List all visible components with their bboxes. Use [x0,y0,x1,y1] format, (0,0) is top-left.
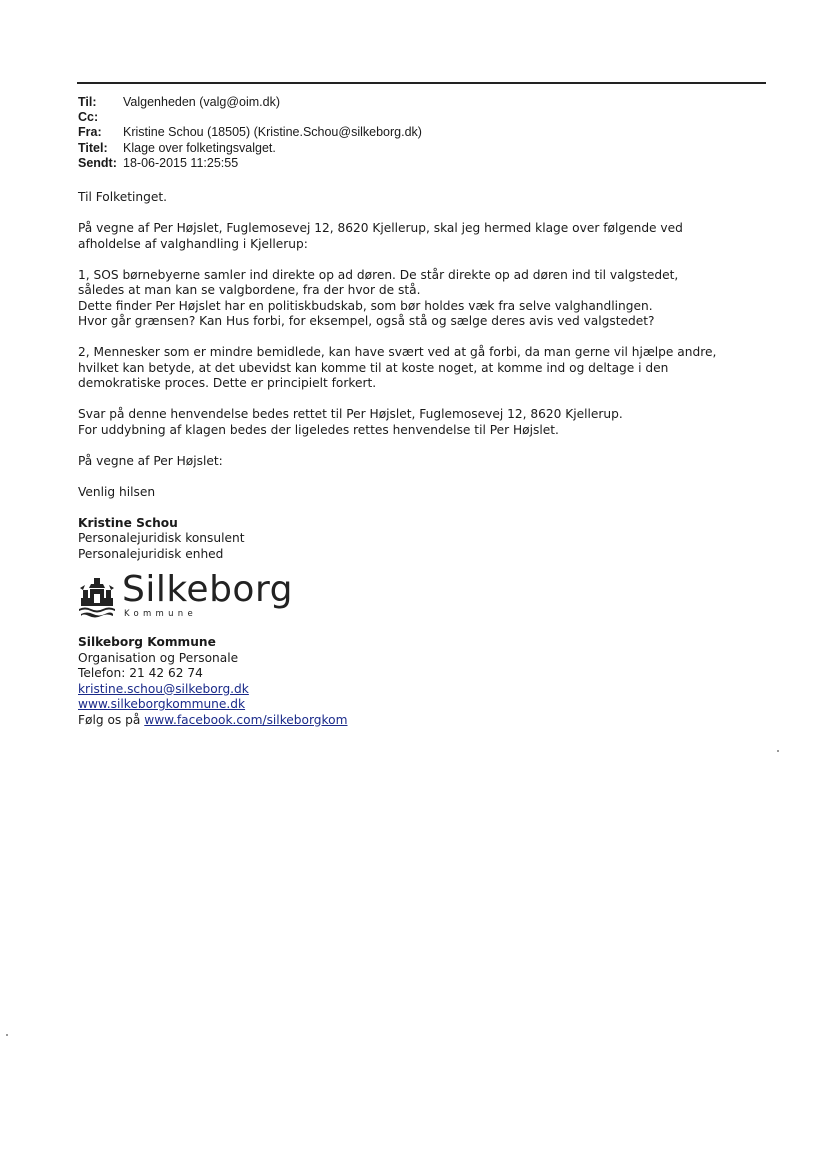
header-value: Klage over folketingsvalget. [123,140,276,155]
header-row-from [78,125,422,140]
email-link[interactable]: kristine.schou@silkeborg.dk [78,681,249,696]
body-line: 1, SOS børnebyerne samler ind direkte op ad døren. De står direkte op ad døren ind til valgstedet, [78,267,679,282]
header-value: 18-06-2015 11:25:55 [123,155,239,170]
paragraph-point-1 [78,268,768,330]
email-body [78,190,768,578]
paragraph-point-2 [78,345,768,392]
header-row-to [78,95,422,110]
facebook-link[interactable]: www.facebook.com/silkeborgkom [144,712,348,727]
body-line: Dette finder Per Højslet har en politiskbudskab, som bør holdes væk fra selve valghandlingen. [78,298,653,313]
signature-title: Personalejuridisk konsulent [78,531,245,545]
header-row-sent [78,156,422,171]
signature-unit: Personalejuridisk enhed [78,546,224,561]
header-label: Sendt: [78,155,117,170]
header-label: Titel: [78,140,108,155]
on-behalf-line: På vegne af Per Højslet: [78,453,223,468]
crest-icon [77,576,117,620]
body-line: demokratiske proces. Dette er principielt forkert. [78,376,377,390]
body-line: således at man kan se valgbordene, fra der hvor de stå. [78,283,421,297]
body-line: afholdelse af valghandling i Kjellerup: [78,236,308,251]
header-value: Kristine Schou (18505) (Kristine.Schou@silkeborg.dk) [123,125,422,140]
paragraph-intro [78,221,768,252]
department: Organisation og Personale [78,650,239,665]
phone: Telefon: 21 42 62 74 [78,666,203,680]
closing: Venlig hilsen [78,484,156,499]
logo-wordmark: Silkeborg [122,569,293,610]
header-label: Til: [78,95,97,109]
body-line: For uddybning af klagen bedes der ligeledes rettes henvendelse til Per Højslet. [78,422,559,437]
body-line: 2, Mennesker som er mindre bemidlede, kan have svært ved at gå forbi, da man gerne vil hjælpe andre, [78,345,717,359]
silkeborg-logo [77,569,293,624]
follow-prefix: Følg os på [78,712,145,727]
header-label: Fra: [78,125,102,140]
body-line: hvilket kan betyde, at det ubevidst kan komme til at koste noget, at komme ind og deltage i den [78,360,669,375]
header-row-cc [78,110,422,125]
logo-subtitle: Kommune [124,609,198,619]
signature-block [78,516,768,563]
header-label: Cc: [78,110,99,125]
follow-line [78,713,348,729]
greeting: Til Folketinget. [78,190,168,204]
body-line: Svar på denne henvendelse bedes rettet til Per Højslet, Fuglemosevej 12, 8620 Kjellerup. [78,407,623,421]
body-line: På vegne af Per Højslet, Fuglemosevej 12, 8620 Kjellerup, skal jeg hermed klage over følgende ved [78,221,683,235]
body-line: Hvor går grænsen? Kan Hus forbi, for eksempel, også stå og sælge deres avis ved valgstedet? [78,314,655,328]
header-divider [77,82,766,84]
org-name: Silkeborg Kommune [78,635,216,649]
website-link[interactable]: www.silkeborgkommune.dk [78,697,246,711]
contact-block [78,635,348,728]
paragraph-reply [78,407,768,438]
scan-speck [777,750,779,752]
signature-name: Kristine Schou [78,515,178,530]
header-value: Valgenheden (valg@oim.dk) [123,95,280,109]
header-row-subject [78,141,422,156]
scan-speck [6,1034,8,1036]
email-header [78,95,422,171]
